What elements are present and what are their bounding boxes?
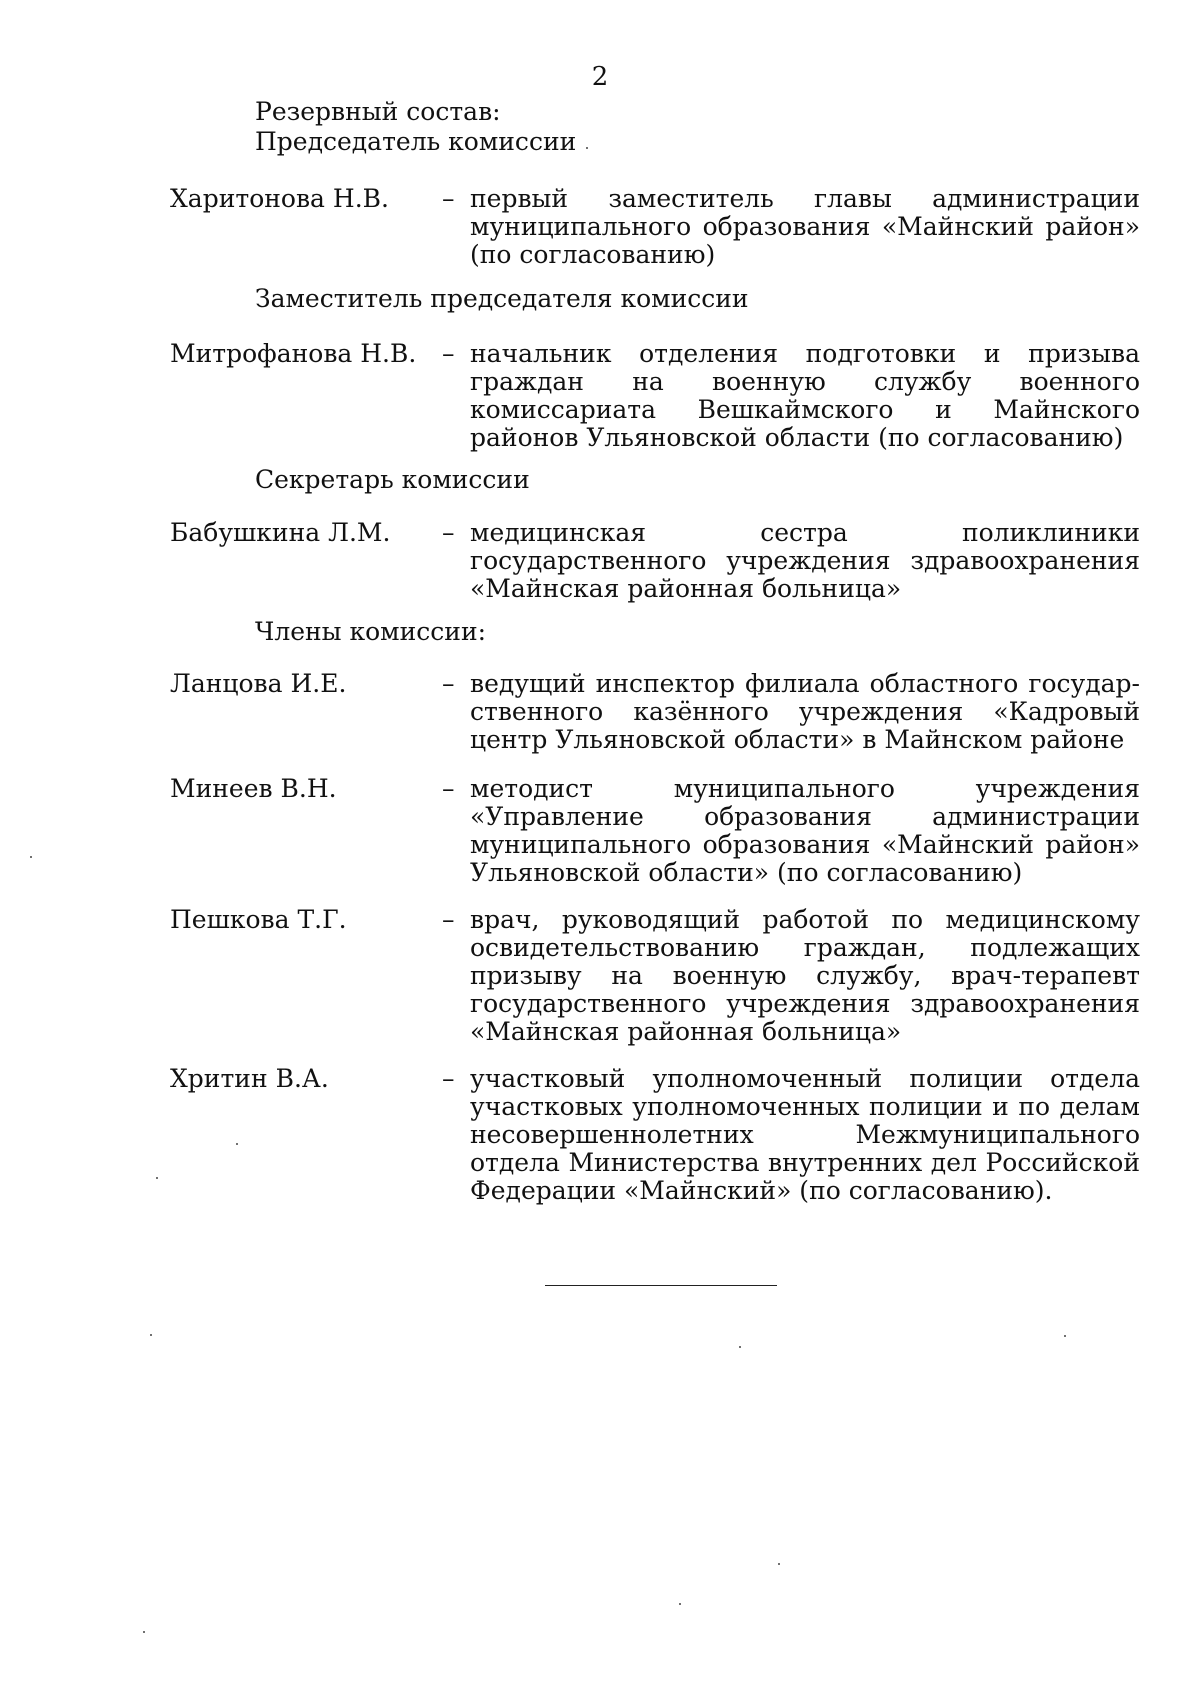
member-description: методист муниципального учреждения «Управление образования администрации муниципального образования «Майнский район» Ульяновской области» (по согласованию) (470, 774, 1140, 887)
dash: – (442, 774, 455, 803)
scan-speck (778, 1563, 780, 1565)
page-number: 2 (591, 62, 609, 92)
closing-rule (545, 1285, 777, 1286)
member-description: ведущий инспектор филиала областного государственного казённого учреждения «Кадровый центр Ульяновской области» в Майнском районе (470, 669, 1140, 754)
scan-speck (1064, 1335, 1066, 1337)
dash: – (442, 669, 455, 698)
member-name: Пешкова Т.Г. (170, 905, 347, 934)
member-name: Ланцова И.Е. (170, 669, 347, 698)
dash: – (442, 1064, 455, 1093)
scan-speck (236, 1143, 238, 1145)
chairman-heading: Председатель комиссии (255, 127, 577, 156)
scan-speck (156, 1177, 158, 1179)
dash: – (442, 339, 455, 368)
dash: – (442, 184, 455, 213)
scan-speck (586, 147, 588, 149)
scan-speck (150, 1334, 152, 1336)
secretary-heading: Секретарь комиссии (255, 465, 530, 494)
dash: – (442, 905, 455, 934)
scan-speck (739, 1346, 741, 1348)
member-description: участковый уполномоченный полиции отдела участковых уполномоченных полиции и по делам несовершеннолетних Межмуниципального отдела Министерства внутренних дел Российской Федерации «Майнский» (по согласованию). (470, 1064, 1140, 1205)
scan-speck (30, 856, 32, 858)
member-name: Минеев В.Н. (170, 774, 337, 803)
deputy-name: Митрофанова Н.В. (170, 339, 417, 368)
secretary-name: Бабушкина Л.М. (170, 518, 391, 547)
reserve-heading: Резервный состав: (255, 97, 501, 126)
secretary-description: медицинская сестра поликлиники государственного учреждения здравоохранения «Майнская районная больница» (470, 518, 1140, 603)
chairman-description: первый заместитель главы администрации муниципального образования «Майнский район» (по согласованию) (470, 184, 1140, 269)
chairman-name: Харитонова Н.В. (170, 184, 389, 213)
dash: – (442, 518, 455, 547)
scan-speck (679, 1603, 681, 1605)
member-name: Хритин В.А. (170, 1064, 329, 1093)
scan-speck (143, 1631, 145, 1633)
member-description: врач, руководящий работой по медицинскому освидетельствованию граждан, подлежащих призыву на военную службу, врач-терапевт государственного учреждения здравоохранения «Майнская районная больница» (470, 905, 1140, 1046)
deputy-description: начальник отделения подготовки и призыва граждан на военную службу военного комиссариата Вешкаймского и Майнского районов Ульяновской области (по согласованию) (470, 339, 1140, 452)
members-heading: Члены комиссии: (255, 617, 487, 646)
deputy-heading: Заместитель председателя комиссии (255, 284, 749, 313)
